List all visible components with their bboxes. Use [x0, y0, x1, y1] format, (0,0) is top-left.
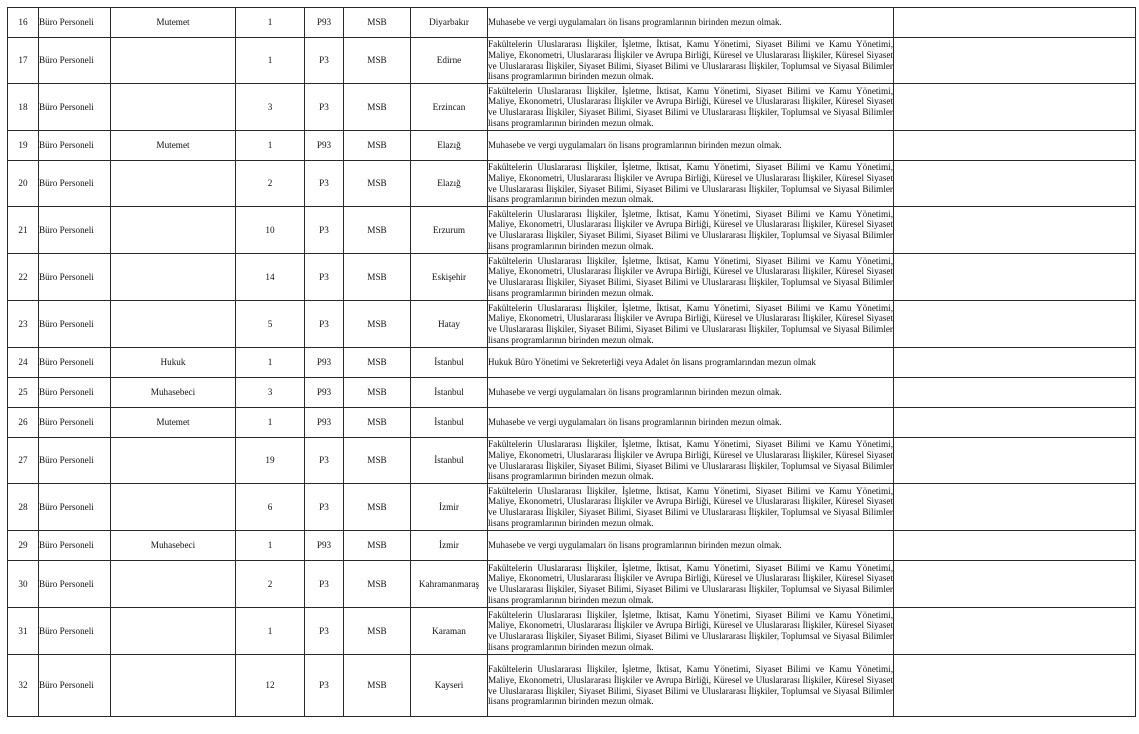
- institution: MSB: [344, 378, 411, 408]
- row-number: 21: [8, 207, 39, 254]
- kpss-code: P3: [305, 561, 344, 608]
- city: Erzincan: [411, 84, 488, 131]
- kpss-code: P93: [305, 378, 344, 408]
- position-count: 12: [236, 655, 305, 717]
- position-count: 3: [236, 84, 305, 131]
- position-count: 1: [236, 8, 305, 38]
- position-count: 1: [236, 131, 305, 161]
- institution: MSB: [344, 608, 411, 655]
- position-title: Büro Personeli: [39, 408, 111, 438]
- specialty: [111, 254, 236, 301]
- position-title: Büro Personeli: [39, 608, 111, 655]
- requirement: Fakültelerin Uluslararası İlişkiler, İşletme, İktisat, Kamu Yönetimi, Siyaset Bilimi ve Kamu Yönetimi, Maliye, Ekonometri, Uluslararası İlişkiler ve Avrupa Birliği, Küresel ve Uluslararası İlişkiler, Küresel Siyaset ve Uluslararası İlişkiler, Siyaset Bilimi, Siyaset Bilimi ve Uluslararası İlişkiler, Toplumsal ve Siyasal Bilimler lisans programlarının birinden mezun olmak.: [488, 608, 894, 655]
- kpss-code: P93: [305, 131, 344, 161]
- table-row: [8, 84, 1136, 131]
- table-row: [8, 38, 1136, 84]
- position-count: 1: [236, 348, 305, 378]
- institution: MSB: [344, 207, 411, 254]
- position-title: Büro Personeli: [39, 38, 111, 84]
- note: [894, 301, 1136, 348]
- institution: MSB: [344, 254, 411, 301]
- row-number: 22: [8, 254, 39, 301]
- row-number: 23: [8, 301, 39, 348]
- note: [894, 655, 1136, 717]
- requirement: Fakültelerin Uluslararası İlişkiler, İşletme, İktisat, Kamu Yönetimi, Siyaset Bilimi ve Kamu Yönetimi, Maliye, Ekonometri, Uluslararası İlişkiler ve Avrupa Birliği, Küresel ve Uluslararası İlişkiler, Küresel Siyaset ve Uluslararası İlişkiler, Siyaset Bilimi, Siyaset Bilimi ve Uluslararası İlişkiler, Toplumsal ve Siyasal Bilimler lisans programlarının birinden mezun olmak.: [488, 38, 894, 84]
- row-number: 29: [8, 531, 39, 561]
- position-count: 1: [236, 38, 305, 84]
- city: Elazığ: [411, 131, 488, 161]
- specialty: [111, 484, 236, 531]
- requirement: Muhasebe ve vergi uygulamaları ön lisans programlarının birinden mezun olmak.: [488, 131, 894, 161]
- institution: MSB: [344, 408, 411, 438]
- city: Kayseri: [411, 655, 488, 717]
- table-body: [8, 8, 1136, 717]
- position-title: Büro Personeli: [39, 531, 111, 561]
- position-count: 5: [236, 301, 305, 348]
- specialty: [111, 655, 236, 717]
- position-title: Büro Personeli: [39, 378, 111, 408]
- city: Karaman: [411, 608, 488, 655]
- note: [894, 378, 1136, 408]
- specialty: [111, 561, 236, 608]
- requirement: Fakültelerin Uluslararası İlişkiler, İşletme, İktisat, Kamu Yönetimi, Siyaset Bilimi ve Kamu Yönetimi, Maliye, Ekonometri, Uluslararası İlişkiler ve Avrupa Birliği, Küresel ve Uluslararası İlişkiler, Küresel Siyaset ve Uluslararası İlişkiler, Siyaset Bilimi, Siyaset Bilimi ve Uluslararası İlişkiler, Toplumsal ve Siyasal Bilimler lisans programlarının birinden mezun olmak.: [488, 301, 894, 348]
- note: [894, 131, 1136, 161]
- requirement: Muhasebe ve vergi uygulamaları ön lisans programlarının birinden mezun olmak.: [488, 378, 894, 408]
- city: Erzurum: [411, 207, 488, 254]
- table-row: [8, 438, 1136, 484]
- requirement: Muhasebe ve vergi uygulamaları ön lisans programlarının birinden mezun olmak.: [488, 408, 894, 438]
- requirement: Fakültelerin Uluslararası İlişkiler, İşletme, İktisat, Kamu Yönetimi, Siyaset Bilimi ve Kamu Yönetimi, Maliye, Ekonometri, Uluslararası İlişkiler ve Avrupa Birliği, Küresel ve Uluslararası İlişkiler, Küresel Siyaset ve Uluslararası İlişkiler, Siyaset Bilimi, Siyaset Bilimi ve Uluslararası İlişkiler, Toplumsal ve Siyasal Bilimler lisans programlarının birinden mezun olmak.: [488, 207, 894, 254]
- position-title: Büro Personeli: [39, 348, 111, 378]
- kpss-code: P93: [305, 531, 344, 561]
- note: [894, 254, 1136, 301]
- position-title: Büro Personeli: [39, 655, 111, 717]
- specialty: Mutemet: [111, 131, 236, 161]
- specialty: Mutemet: [111, 408, 236, 438]
- institution: MSB: [344, 561, 411, 608]
- position-title: Büro Personeli: [39, 484, 111, 531]
- institution: MSB: [344, 161, 411, 207]
- position-title: Büro Personeli: [39, 131, 111, 161]
- specialty: Muhasebeci: [111, 378, 236, 408]
- row-number: 26: [8, 408, 39, 438]
- table-row: [8, 408, 1136, 438]
- row-number: 17: [8, 38, 39, 84]
- specialty: [111, 161, 236, 207]
- requirement: Fakültelerin Uluslararası İlişkiler, İşletme, İktisat, Kamu Yönetimi, Siyaset Bilimi ve Kamu Yönetimi, Maliye, Ekonometri, Uluslararası İlişkiler ve Avrupa Birliği, Küresel ve Uluslararası İlişkiler, Küresel Siyaset ve Uluslararası İlişkiler, Siyaset Bilimi, Siyaset Bilimi ve Uluslararası İlişkiler, Toplumsal ve Siyasal Bilimler lisans programlarının birinden mezun olmak.: [488, 561, 894, 608]
- row-number: 25: [8, 378, 39, 408]
- kpss-code: P93: [305, 348, 344, 378]
- specialty: Mutemet: [111, 8, 236, 38]
- city: İstanbul: [411, 378, 488, 408]
- note: [894, 531, 1136, 561]
- position-count: 3: [236, 378, 305, 408]
- requirement: Fakültelerin Uluslararası İlişkiler, İşletme, İktisat, Kamu Yönetimi, Siyaset Bilimi ve Kamu Yönetimi, Maliye, Ekonometri, Uluslararası İlişkiler ve Avrupa Birliği, Küresel ve Uluslararası İlişkiler, Küresel Siyaset ve Uluslararası İlişkiler, Siyaset Bilimi, Siyaset Bilimi ve Uluslararası İlişkiler, Toplumsal ve Siyasal Bilimler lisans programlarının birinden mezun olmak.: [488, 655, 894, 717]
- kpss-code: P3: [305, 608, 344, 655]
- city: Eskişehir: [411, 254, 488, 301]
- positions-table: [7, 7, 1136, 717]
- position-count: 6: [236, 484, 305, 531]
- position-count: 1: [236, 531, 305, 561]
- institution: MSB: [344, 38, 411, 84]
- institution: MSB: [344, 84, 411, 131]
- note: [894, 438, 1136, 484]
- table-row: [8, 254, 1136, 301]
- requirement: Muhasebe ve vergi uygulamaları ön lisans programlarının birinden mezun olmak.: [488, 531, 894, 561]
- position-count: 14: [236, 254, 305, 301]
- institution: MSB: [344, 131, 411, 161]
- city: Diyarbakır: [411, 8, 488, 38]
- row-number: 28: [8, 484, 39, 531]
- institution: MSB: [344, 301, 411, 348]
- note: [894, 8, 1136, 38]
- kpss-code: P3: [305, 207, 344, 254]
- position-title: Büro Personeli: [39, 438, 111, 484]
- institution: MSB: [344, 484, 411, 531]
- position-title: Büro Personeli: [39, 8, 111, 38]
- position-title: Büro Personeli: [39, 301, 111, 348]
- requirement: Fakültelerin Uluslararası İlişkiler, İşletme, İktisat, Kamu Yönetimi, Siyaset Bilimi ve Kamu Yönetimi, Maliye, Ekonometri, Uluslararası İlişkiler ve Avrupa Birliği, Küresel ve Uluslararası İlişkiler, Küresel Siyaset ve Uluslararası İlişkiler, Siyaset Bilimi, Siyaset Bilimi ve Uluslararası İlişkiler, Toplumsal ve Siyasal Bilimler lisans programlarının birinden mezun olmak.: [488, 484, 894, 531]
- kpss-code: P3: [305, 655, 344, 717]
- specialty: [111, 207, 236, 254]
- specialty: Hukuk: [111, 348, 236, 378]
- kpss-code: P93: [305, 8, 344, 38]
- row-number: 20: [8, 161, 39, 207]
- kpss-code: P3: [305, 254, 344, 301]
- note: [894, 84, 1136, 131]
- table-row: [8, 484, 1136, 531]
- city: Hatay: [411, 301, 488, 348]
- institution: MSB: [344, 531, 411, 561]
- city: İzmir: [411, 531, 488, 561]
- institution: MSB: [344, 8, 411, 38]
- position-title: Büro Personeli: [39, 207, 111, 254]
- position-count: 1: [236, 408, 305, 438]
- kpss-code: P93: [305, 408, 344, 438]
- city: Elazığ: [411, 161, 488, 207]
- row-number: 31: [8, 608, 39, 655]
- table-row: [8, 608, 1136, 655]
- institution: MSB: [344, 655, 411, 717]
- row-number: 30: [8, 561, 39, 608]
- city: Edirne: [411, 38, 488, 84]
- requirement: Fakültelerin Uluslararası İlişkiler, İşletme, İktisat, Kamu Yönetimi, Siyaset Bilimi ve Kamu Yönetimi, Maliye, Ekonometri, Uluslararası İlişkiler ve Avrupa Birliği, Küresel ve Uluslararası İlişkiler, Küresel Siyaset ve Uluslararası İlişkiler, Siyaset Bilimi, Siyaset Bilimi ve Uluslararası İlişkiler, Toplumsal ve Siyasal Bilimler lisans programlarının birinden mezun olmak.: [488, 84, 894, 131]
- position-count: 1: [236, 608, 305, 655]
- kpss-code: P3: [305, 301, 344, 348]
- table-row: [8, 207, 1136, 254]
- note: [894, 484, 1136, 531]
- specialty: Muhasebeci: [111, 531, 236, 561]
- kpss-code: P3: [305, 438, 344, 484]
- city: Kahramanmaraş: [411, 561, 488, 608]
- position-count: 10: [236, 207, 305, 254]
- city: İstanbul: [411, 408, 488, 438]
- note: [894, 561, 1136, 608]
- table-row: [8, 301, 1136, 348]
- note: [894, 38, 1136, 84]
- kpss-code: P3: [305, 84, 344, 131]
- table-row: [8, 655, 1136, 717]
- position-title: Büro Personeli: [39, 254, 111, 301]
- requirement: Hukuk Büro Yönetimi ve Sekreterliği veya Adalet ön lisans programlarından mezun olmak: [488, 348, 894, 378]
- city: İstanbul: [411, 438, 488, 484]
- city: İzmir: [411, 484, 488, 531]
- position-count: 19: [236, 438, 305, 484]
- position-title: Büro Personeli: [39, 161, 111, 207]
- table-row: [8, 531, 1136, 561]
- table-row: [8, 131, 1136, 161]
- note: [894, 161, 1136, 207]
- requirement: Fakültelerin Uluslararası İlişkiler, İşletme, İktisat, Kamu Yönetimi, Siyaset Bilimi ve Kamu Yönetimi, Maliye, Ekonometri, Uluslararası İlişkiler ve Avrupa Birliği, Küresel ve Uluslararası İlişkiler, Küresel Siyaset ve Uluslararası İlişkiler, Siyaset Bilimi, Siyaset Bilimi ve Uluslararası İlişkiler, Toplumsal ve Siyasal Bilimler lisans programlarının birinden mezun olmak.: [488, 438, 894, 484]
- position-title: Büro Personeli: [39, 84, 111, 131]
- requirement: Fakültelerin Uluslararası İlişkiler, İşletme, İktisat, Kamu Yönetimi, Siyaset Bilimi ve Kamu Yönetimi, Maliye, Ekonometri, Uluslararası İlişkiler ve Avrupa Birliği, Küresel ve Uluslararası İlişkiler, Küresel Siyaset ve Uluslararası İlişkiler, Siyaset Bilimi, Siyaset Bilimi ve Uluslararası İlişkiler, Toplumsal ve Siyasal Bilimler lisans programlarının birinden mezun olmak.: [488, 254, 894, 301]
- table-row: [8, 561, 1136, 608]
- table-row: [8, 378, 1136, 408]
- specialty: [111, 84, 236, 131]
- kpss-code: P3: [305, 38, 344, 84]
- row-number: 19: [8, 131, 39, 161]
- note: [894, 408, 1136, 438]
- row-number: 24: [8, 348, 39, 378]
- specialty: [111, 438, 236, 484]
- requirement: Fakültelerin Uluslararası İlişkiler, İşletme, İktisat, Kamu Yönetimi, Siyaset Bilimi ve Kamu Yönetimi, Maliye, Ekonometri, Uluslararası İlişkiler ve Avrupa Birliği, Küresel ve Uluslararası İlişkiler, Küresel Siyaset ve Uluslararası İlişkiler, Siyaset Bilimi, Siyaset Bilimi ve Uluslararası İlişkiler, Toplumsal ve Siyasal Bilimler lisans programlarının birinden mezun olmak.: [488, 161, 894, 207]
- specialty: [111, 301, 236, 348]
- row-number: 18: [8, 84, 39, 131]
- specialty: [111, 608, 236, 655]
- kpss-code: P3: [305, 161, 344, 207]
- specialty: [111, 38, 236, 84]
- table-row: [8, 348, 1136, 378]
- row-number: 32: [8, 655, 39, 717]
- requirement: Muhasebe ve vergi uygulamaları ön lisans programlarının birinden mezun olmak.: [488, 8, 894, 38]
- institution: MSB: [344, 438, 411, 484]
- note: [894, 348, 1136, 378]
- city: İstanbul: [411, 348, 488, 378]
- table-row: [8, 8, 1136, 38]
- kpss-code: P3: [305, 484, 344, 531]
- position-count: 2: [236, 561, 305, 608]
- note: [894, 608, 1136, 655]
- position-count: 2: [236, 161, 305, 207]
- row-number: 16: [8, 8, 39, 38]
- row-number: 27: [8, 438, 39, 484]
- table-row: [8, 161, 1136, 207]
- position-title: Büro Personeli: [39, 561, 111, 608]
- note: [894, 207, 1136, 254]
- institution: MSB: [344, 348, 411, 378]
